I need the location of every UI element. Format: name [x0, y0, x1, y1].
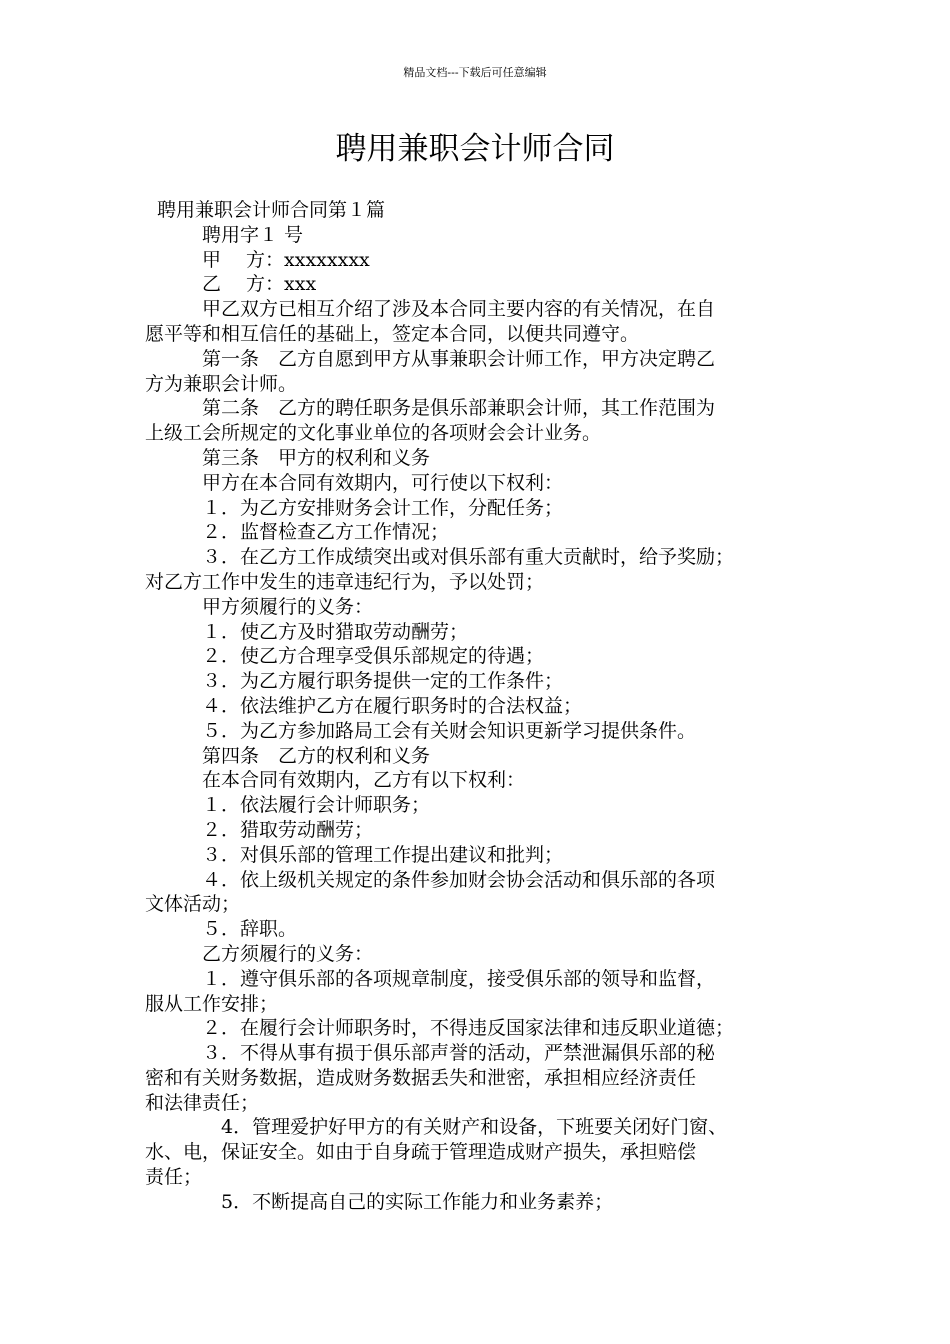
contract-line: ２．在履行会计师职务时，不得违反国家法律和违反职业道德；	[202, 1017, 735, 1040]
contract-line: 4．管理爱护好甲方的有关财产和设备，下班要关闭好门窗、	[202, 1116, 728, 1139]
contract-line: ４．依上级机关规定的条件参加财会协会活动和俱乐部的各项	[202, 868, 716, 891]
contract-line: 上级工会所规定的文化事业单位的各项财会会计业务。	[145, 422, 602, 445]
contract-line: ２．猎取劳动酬劳；	[202, 818, 374, 841]
contract-line: 聘用字１ 号	[202, 223, 304, 246]
contract-line: 第二条 乙方的聘任职务是俱乐部兼职会计师，其工作范围为	[202, 397, 716, 420]
contract-line: １．使乙方及时猎取劳动酬劳；	[202, 620, 469, 643]
contract-line: 聘用兼职会计师合同第１篇	[157, 199, 386, 221]
contract-line: ４．依法维护乙方在履行职务时的合法权益；	[202, 694, 583, 717]
contract-line: 文体活动；	[145, 893, 241, 916]
contract-line: 第四条 乙方的权利和义务	[202, 744, 431, 767]
contract-line: 服从工作安排；	[145, 992, 279, 1015]
document-title: 聘用兼职会计师合同	[335, 131, 615, 167]
contract-line: 方为兼职会计师。	[145, 372, 298, 395]
contract-line: 愿平等和相互信任的基础上，签定本合同，以便共同遵守。	[145, 322, 640, 345]
contract-line: 对乙方工作中发生的违章违纪行为，予以处罚；	[145, 570, 545, 593]
contract-line: 甲 方：xxxxxxxx	[202, 248, 370, 271]
contract-line: 水、电，保证安全。如由于自身疏于管理造成财产损失，承担赔偿	[145, 1141, 697, 1164]
contract-body	[145, 198, 825, 1215]
contract-line: １．遵守俱乐部的各项规章制度，接受俱乐部的领导和监督，	[202, 967, 716, 990]
contract-line: ３．对俱乐部的管理工作提出建议和批判；	[202, 843, 564, 866]
contract-line: 乙 方：xxx	[202, 273, 317, 296]
contract-line: 密和有关财务数据，造成财务数据丢失和泄密，承担相应经济责任	[145, 1066, 697, 1089]
contract-line: 甲方须履行的义务：	[202, 595, 374, 618]
contract-line: 第一条 乙方自愿到甲方从事兼职会计师工作，甲方决定聘乙	[202, 347, 716, 370]
contract-line: ２．使乙方合理享受俱乐部规定的待遇；	[202, 645, 545, 668]
contract-line: ３．不得从事有损于俱乐部声誉的活动，严禁泄漏俱乐部的秘	[202, 1042, 716, 1065]
contract-line: １．依法履行会计师职务；	[202, 794, 431, 817]
contract-line: ５．为乙方参加路局工会有关财会知识更新学习提供条件。	[202, 719, 697, 742]
contract-line: ３．为乙方履行职务提供一定的工作条件；	[202, 670, 564, 693]
contract-line: ５．辞职。	[202, 918, 298, 941]
contract-line: 在本合同有效期内，乙方有以下权利：	[202, 769, 526, 792]
contract-line: 甲方在本合同有效期内，可行使以下权利：	[202, 471, 564, 494]
contract-line: 5．不断提高自己的实际工作能力和业务素养；	[202, 1190, 614, 1213]
document-header-note: 精品文档---下载后可任意编辑	[403, 66, 547, 79]
contract-line: ３．在乙方工作成绩突出或对俱乐部有重大贡献时，给予奖励；	[202, 546, 735, 569]
contract-line: 和法律责任；	[145, 1091, 260, 1114]
contract-line: 甲乙双方已相互介绍了涉及本合同主要内容的有关情况，在自	[202, 298, 716, 321]
contract-line: ２．监督检查乙方工作情况；	[202, 521, 450, 544]
contract-line: 乙方须履行的义务：	[202, 942, 374, 965]
contract-line: １．为乙方安排财务会计工作，分配任务；	[202, 496, 564, 519]
contract-line: 第三条 甲方的权利和义务	[202, 446, 431, 469]
contract-line: 责任；	[145, 1166, 203, 1189]
